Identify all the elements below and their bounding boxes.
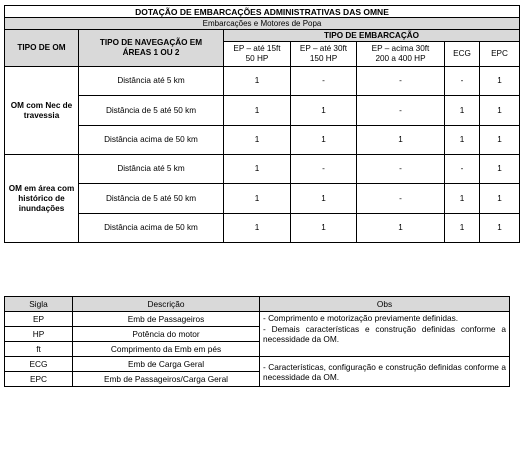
sigla-cell: EP [5,312,73,327]
value-cell: 1 [445,96,480,126]
descricao-cell: Potência do motor [73,327,260,342]
subheader-epc: EPC [480,42,520,67]
table-subtitle: Embarcações e Motores de Popa [5,18,520,30]
value-cell: 1 [291,96,357,126]
value-cell: 1 [224,155,291,184]
obs-cell [260,357,510,387]
subheader-ep-30ft: EP – até 30ft 150 HP [291,42,357,67]
descricao-cell: Emb de Carga Geral [73,357,260,372]
legend-header-obs: Obs [260,297,510,312]
value-cell: 1 [480,155,520,184]
obs-text: - Comprimento e motorização previamente definidas. [263,313,459,323]
value-cell: 1 [224,126,291,155]
header-tipo-om: TIPO DE OM [5,30,79,67]
descricao-cell: Emb de Passageiros/Carga Geral [73,372,260,387]
sigla-cell: ft [5,342,73,357]
subheader-ecg: ECG [445,42,480,67]
legend-header-descricao: Descrição [73,297,260,312]
value-cell: 1 [445,126,480,155]
value-cell: - [445,155,480,184]
legend-row [5,357,510,372]
legend-table [4,296,510,387]
value-cell: - [357,96,445,126]
value-cell: - [291,155,357,184]
table-row [5,67,520,96]
value-cell: 1 [291,184,357,214]
obs-cell [260,312,510,357]
value-cell: - [357,155,445,184]
om-group-label: OM com Nec de travessia [5,67,79,155]
header-tipo-navegacao: TIPO DE NAVEGAÇÃO EM ÁREAS 1 OU 2 [79,30,224,67]
value-cell: 1 [224,214,291,243]
value-cell: - [445,67,480,96]
value-cell: 1 [291,126,357,155]
obs-text: - Demais características e construção definidas conforme a necessidade da OM. [263,323,506,344]
value-cell: 1 [224,67,291,96]
om-group-label: OM em área com histórico de inundações [5,155,79,243]
table-row [5,126,520,155]
value-cell: - [357,184,445,214]
value-cell: 1 [480,126,520,155]
navegacao-cell: Distância de 5 até 50 km [79,184,224,214]
value-cell: 1 [480,184,520,214]
legend-header-sigla: Sigla [5,297,73,312]
value-cell: 1 [291,214,357,243]
sigla-cell: ECG [5,357,73,372]
value-cell: 1 [224,184,291,214]
table-row [5,214,520,243]
table-title: DOTAÇÃO DE EMBARCAÇÕES ADMINISTRATIVAS DAS OMNE [5,6,520,18]
sigla-cell: HP [5,327,73,342]
value-cell: 1 [480,214,520,243]
value-cell: 1 [445,184,480,214]
navegacao-cell: Distância até 5 km [79,67,224,96]
navegacao-cell: Distância acima de 50 km [79,214,224,243]
obs-text: - Características, configuração e construção definidas conforme a necessidade da OM. [263,361,506,382]
value-cell: - [291,67,357,96]
value-cell: 1 [445,214,480,243]
table-row [5,155,520,184]
header-tipo-embarcacao: TIPO DE EMBARCAÇÃO [224,30,520,42]
table-row [5,184,520,214]
navegacao-cell: Distância até 5 km [79,155,224,184]
navegacao-cell: Distância acima de 50 km [79,126,224,155]
value-cell: 1 [480,67,520,96]
value-cell: 1 [357,214,445,243]
sigla-cell: EPC [5,372,73,387]
value-cell: 1 [357,126,445,155]
navegacao-cell: Distância de 5 até 50 km [79,96,224,126]
descricao-cell: Comprimento da Emb em pés [73,342,260,357]
value-cell: 1 [480,96,520,126]
embarcacoes-table [4,5,520,243]
legend-row [5,312,510,327]
subheader-ep-acima-30ft: EP – acima 30ft 200 a 400 HP [357,42,445,67]
table-row [5,96,520,126]
value-cell: 1 [224,96,291,126]
subheader-ep-15ft: EP – até 15ft 50 HP [224,42,291,67]
descricao-cell: Emb de Passageiros [73,312,260,327]
value-cell: - [357,67,445,96]
